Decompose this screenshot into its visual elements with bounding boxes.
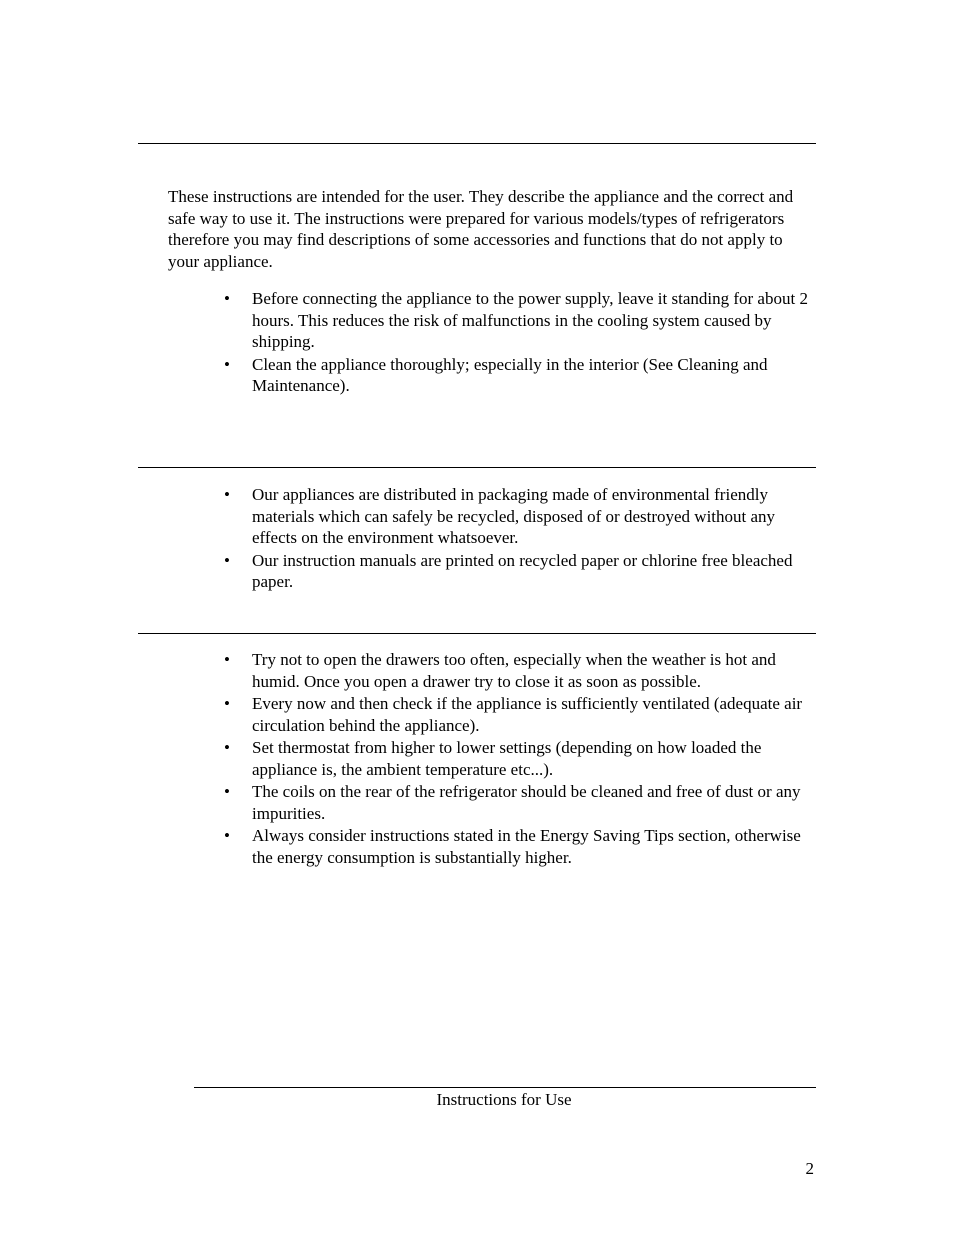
bullet-icon: • — [224, 738, 230, 757]
bullet-icon: • — [224, 289, 230, 308]
bullet-icon: • — [224, 694, 230, 713]
list-item — [222, 649, 822, 692]
before-use-list — [222, 288, 822, 398]
list-item — [222, 781, 822, 824]
list-item-text: Before connecting the appliance to the power supply, leave it standing for about 2 hours. This reduces the risk of malfunctions in the cooling system caused by shipping. — [252, 289, 808, 352]
bullet-icon: • — [224, 650, 230, 669]
section-divider-environment — [138, 467, 816, 468]
section-divider-energy — [138, 633, 816, 634]
list-item — [222, 288, 822, 353]
list-item — [222, 737, 822, 780]
footer — [194, 1089, 816, 1110]
list-item-text: Always consider instructions stated in the Energy Saving Tips section, otherwise the energy consumption is substantially higher. — [252, 826, 801, 867]
list-item-text: Set thermostat from higher to lower settings (depending on how loaded the appliance is, the ambient temperature etc...). — [252, 738, 762, 779]
list-item-text: Clean the appliance thoroughly; especially in the interior (See Cleaning and Maintenance). — [252, 354, 768, 396]
bullet-icon: • — [224, 826, 230, 845]
list-item — [222, 354, 822, 397]
footer-title: Instructions for Use — [436, 1090, 572, 1109]
list-item — [222, 550, 822, 593]
footer-divider — [194, 1087, 816, 1088]
intro-paragraph: These instructions are intended for the user. They describe the appliance and the correct and safe way to use it. The instructions were prepared for various models/types of refrigerators therefore you may find descriptions of some accessories and functions that do not apply to your appliance. — [168, 187, 794, 272]
bullet-icon: • — [224, 354, 230, 374]
bullet-icon: • — [224, 782, 230, 801]
list-item — [222, 693, 822, 736]
section-divider-top — [138, 143, 816, 144]
page-number: 2 — [805, 1159, 814, 1178]
bullet-icon: • — [224, 485, 230, 504]
environment-list — [222, 484, 822, 594]
list-item — [222, 484, 822, 549]
energy-saving-list — [222, 649, 822, 869]
list-item-text: Our instruction manuals are printed on recycled paper or chlorine free bleached paper. — [252, 550, 793, 592]
list-item-text: Try not to open the drawers too often, especially when the weather is hot and humid. Once you open a drawer try to close it as soon as possible. — [252, 650, 776, 691]
list-item — [222, 825, 822, 868]
list-item-text: The coils on the rear of the refrigerator should be cleaned and free of dust or any impurities. — [252, 782, 801, 823]
list-item-text: Every now and then check if the appliance is sufficiently ventilated (adequate air circulation behind the appliance). — [252, 694, 803, 735]
bullet-icon: • — [224, 550, 230, 570]
list-item-text: Our appliances are distributed in packaging made of environmental friendly materials which can safely be recycled, disposed of or destroyed without any effects on the environment whatsoever. — [252, 485, 776, 548]
